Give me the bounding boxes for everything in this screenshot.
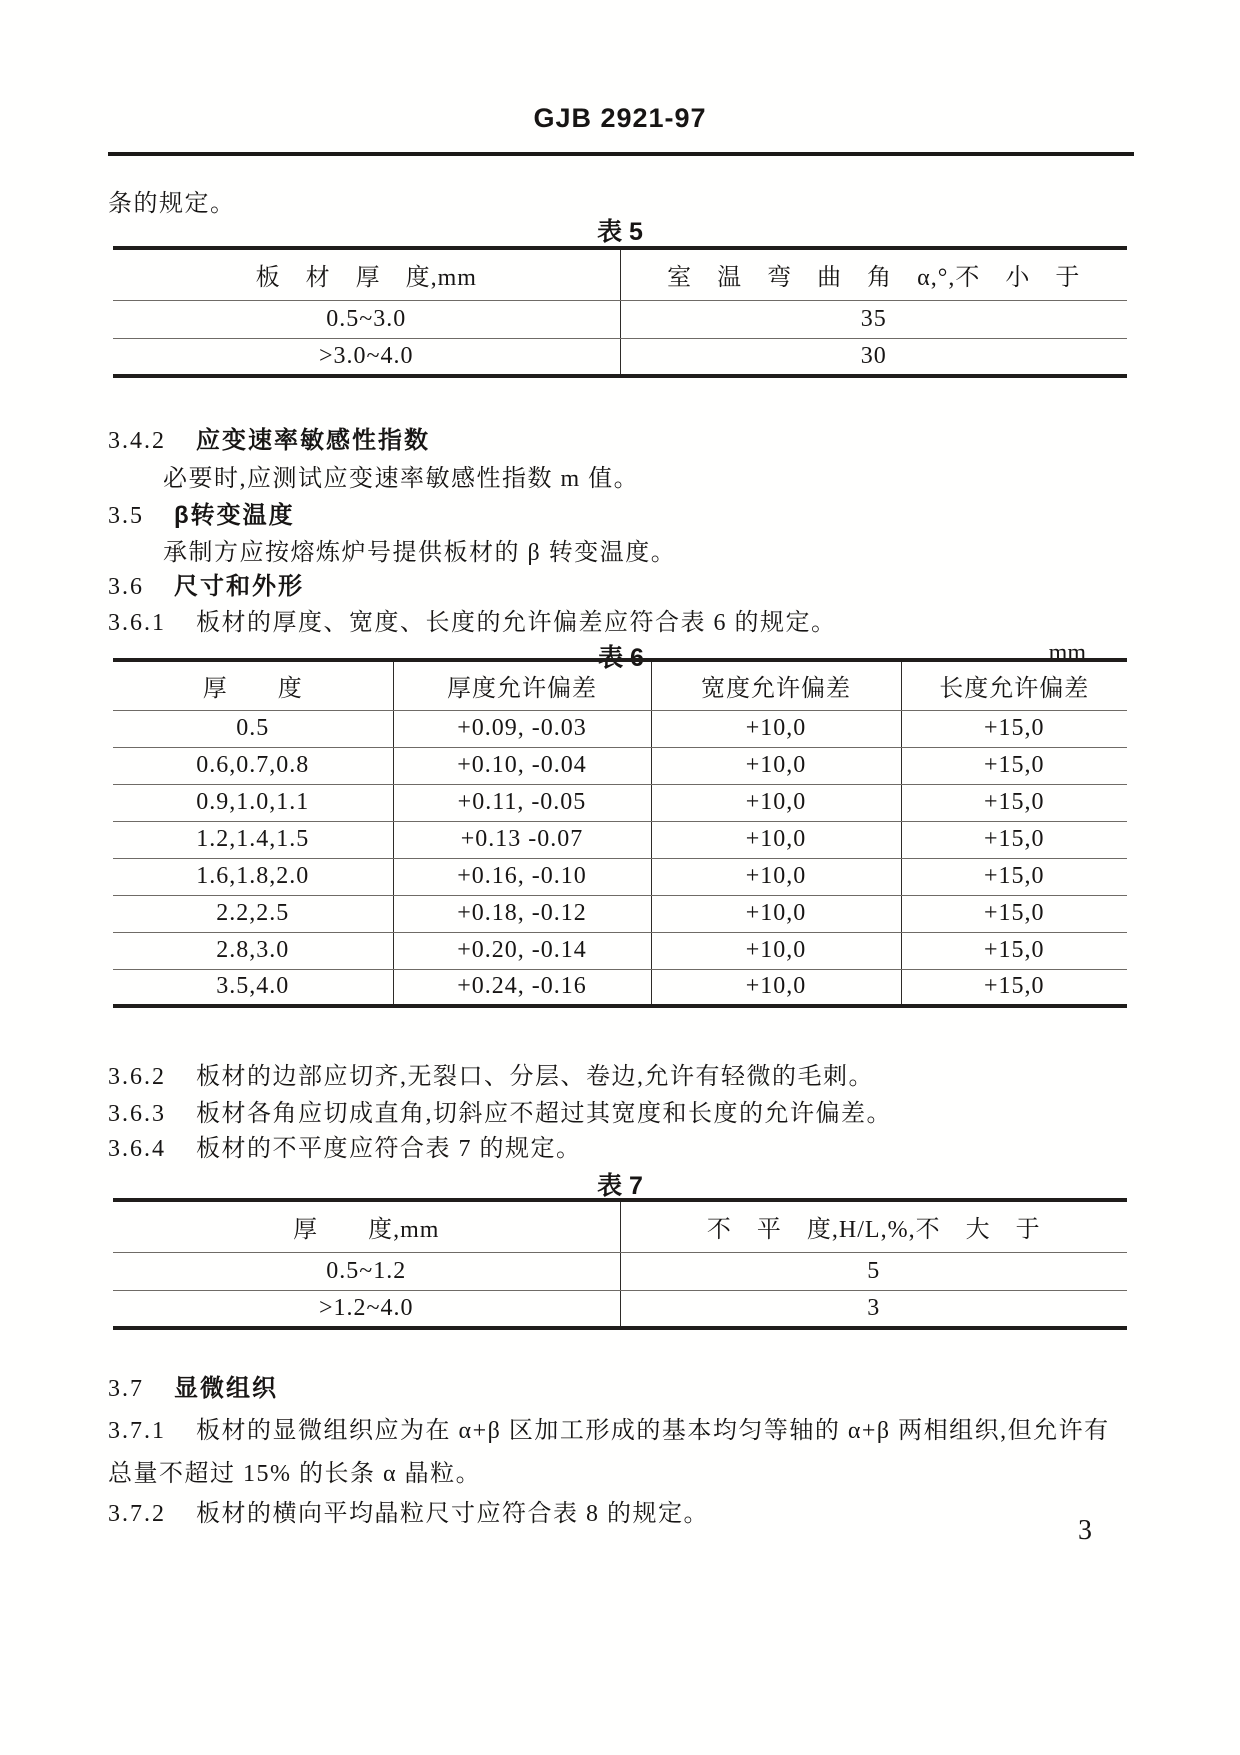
t5-cell: 0.5~3.0 [113, 300, 620, 338]
table5 [113, 246, 1127, 378]
t6-cell: 0.6,0.7,0.8 [113, 747, 393, 784]
section-number: 3.6 [108, 574, 144, 600]
table-row [113, 710, 1127, 747]
table7-title: 表 7 [597, 1172, 643, 1200]
section-3-6-3 [108, 1093, 892, 1128]
table-row [113, 858, 1127, 895]
table-row [113, 1252, 1127, 1290]
section-3-5-body: 承制方应按熔炼炉号提供板材的 β 转变温度。 [163, 540, 677, 566]
table6-header-row [113, 660, 1127, 710]
t6-cell: +10,0 [651, 784, 901, 821]
section-3-6-1 [108, 602, 837, 637]
table6-title: 表 6 [598, 644, 644, 672]
section-number: 3.7.1 [108, 1418, 166, 1444]
t6-cell: +10,0 [651, 747, 901, 784]
table6 [113, 658, 1127, 1008]
doc-number: GJB 2921-97 [533, 103, 707, 133]
section-3-5-heading [108, 495, 295, 530]
table5-header-thickness: 板 材 厚 度,mm [113, 248, 620, 300]
table-row [113, 821, 1127, 858]
table6-header-width-dev: 宽度允许偏差 [651, 660, 901, 710]
t6-cell: +15,0 [901, 784, 1127, 821]
t5-cell: >3.0~4.0 [318, 342, 414, 369]
section-text: 板材的横向平均晶粒尺寸应符合表 8 的规定。 [196, 1501, 709, 1527]
table7-header-flatness: 不 平 度,H/L,%,不 大 于 [620, 1200, 1127, 1252]
table6-header-thickness: 厚 度 [113, 660, 393, 710]
t6-cell: 1.2,1.4,1.5 [113, 821, 393, 858]
table7-header-row [113, 1200, 1127, 1252]
section-3-6-heading [108, 566, 304, 601]
section-3-6-2 [108, 1056, 874, 1091]
table6-header-thickness-dev: 厚度允许偏差 [393, 660, 651, 710]
t6-cell: +0.11, -0.05 [393, 784, 651, 821]
table-row [113, 338, 1127, 376]
t6-cell: +10,0 [651, 895, 901, 932]
t6-cell: +15,0 [901, 710, 1127, 747]
table-row [113, 969, 1127, 1006]
section-text: 板材的不平度应符合表 7 的规定。 [196, 1136, 582, 1162]
t7-cell: 0.5~1.2 [113, 1252, 620, 1290]
t5-cell: 35 [620, 300, 1127, 338]
t6-cell: +15,0 [901, 747, 1127, 784]
t6-cell: +10,0 [651, 932, 901, 969]
t6-cell: 1.6,1.8,2.0 [113, 858, 393, 895]
table-row [113, 1290, 1127, 1328]
section-text: 板材的显微组织应为在 α+β 区加工形成的基本均匀等轴的 α+β 两相组织,但允许有 [196, 1418, 1110, 1444]
table5-header-bend-angle: 室 温 弯 曲 角 α,°,不 小 于 [620, 248, 1127, 300]
section-number: 3.7.2 [108, 1501, 166, 1527]
t6-cell: +0.16, -0.10 [393, 858, 651, 895]
header-rule [108, 152, 1134, 156]
section-title: 尺寸和外形 [174, 573, 304, 600]
t6-cell: 2.8,3.0 [113, 932, 393, 969]
table6-unit: mm [1048, 640, 1086, 666]
table-row [113, 895, 1127, 932]
section-number: 3.6.3 [108, 1101, 166, 1127]
section-3-7-1 [108, 1410, 1110, 1445]
t6-cell: +15,0 [901, 895, 1127, 932]
table6-header-length-dev: 长度允许偏差 [901, 660, 1127, 710]
section-3-7-2 [108, 1493, 709, 1528]
intro-paragraph: 条的规定。 [108, 191, 236, 217]
table7-header-thickness: 厚 度,mm [113, 1200, 620, 1252]
t6-cell: +10,0 [651, 710, 901, 747]
t7-cell: >1.2~4.0 [318, 1294, 414, 1321]
t6-cell: 0.5 [113, 710, 393, 747]
t6-cell: +0.13 -0.07 [393, 821, 651, 858]
section-number: 3.6.1 [108, 610, 166, 636]
t6-cell: +0.24, -0.16 [393, 969, 651, 1006]
t6-cell: +10,0 [651, 821, 901, 858]
table-row [113, 300, 1127, 338]
section-title: β转变温度 [174, 502, 295, 529]
t6-cell: +0.18, -0.12 [393, 895, 651, 932]
t6-cell: 2.2,2.5 [113, 895, 393, 932]
t5-cell: 30 [620, 338, 1127, 376]
t6-cell: +0.09, -0.03 [393, 710, 651, 747]
table-row [113, 932, 1127, 969]
section-number: 3.4.2 [108, 428, 166, 454]
section-title: 应变速率敏感性指数 [196, 427, 430, 454]
t6-cell: +15,0 [901, 932, 1127, 969]
section-3-6-4 [108, 1128, 582, 1163]
t6-cell: 3.5,4.0 [216, 973, 290, 1000]
t6-cell: +0.10, -0.04 [393, 747, 651, 784]
t6-cell: 0.9,1.0,1.1 [113, 784, 393, 821]
t6-cell: +15,0 [901, 858, 1127, 895]
section-title: 显微组织 [174, 1375, 278, 1402]
t6-cell: +15,0 [901, 821, 1127, 858]
t7-cell: 5 [620, 1252, 1127, 1290]
table-row [113, 784, 1127, 821]
t7-cell: 3 [620, 1290, 1127, 1328]
table5-header-row [113, 248, 1127, 300]
t6-cell: +15,0 [901, 969, 1127, 1006]
section-number: 3.7 [108, 1376, 144, 1402]
table5-title: 表 5 [597, 218, 643, 246]
section-number: 3.6.2 [108, 1064, 166, 1090]
t6-cell: +10,0 [651, 858, 901, 895]
section-3-4-2-heading [108, 420, 430, 455]
section-3-7-1-continuation: 总量不超过 15% 的长条 α 晶粒。 [108, 1461, 482, 1487]
section-3-4-2-body: 必要时,应测试应变速率敏感性指数 m 值。 [163, 466, 640, 492]
table-row [113, 747, 1127, 784]
table7 [113, 1198, 1127, 1330]
section-3-7-heading [108, 1368, 278, 1403]
page-number: 3 [1078, 1515, 1092, 1546]
section-text: 板材的边部应切齐,无裂口、分层、卷边,允许有轻微的毛刺。 [196, 1064, 874, 1090]
section-number: 3.5 [108, 503, 144, 529]
section-text: 板材的厚度、宽度、长度的允许偏差应符合表 6 的规定。 [196, 610, 837, 636]
section-text: 板材各角应切成直角,切斜应不超过其宽度和长度的允许偏差。 [196, 1101, 892, 1127]
t6-cell: +10,0 [651, 969, 901, 1006]
section-number: 3.6.4 [108, 1136, 166, 1162]
t6-cell: +0.20, -0.14 [393, 932, 651, 969]
